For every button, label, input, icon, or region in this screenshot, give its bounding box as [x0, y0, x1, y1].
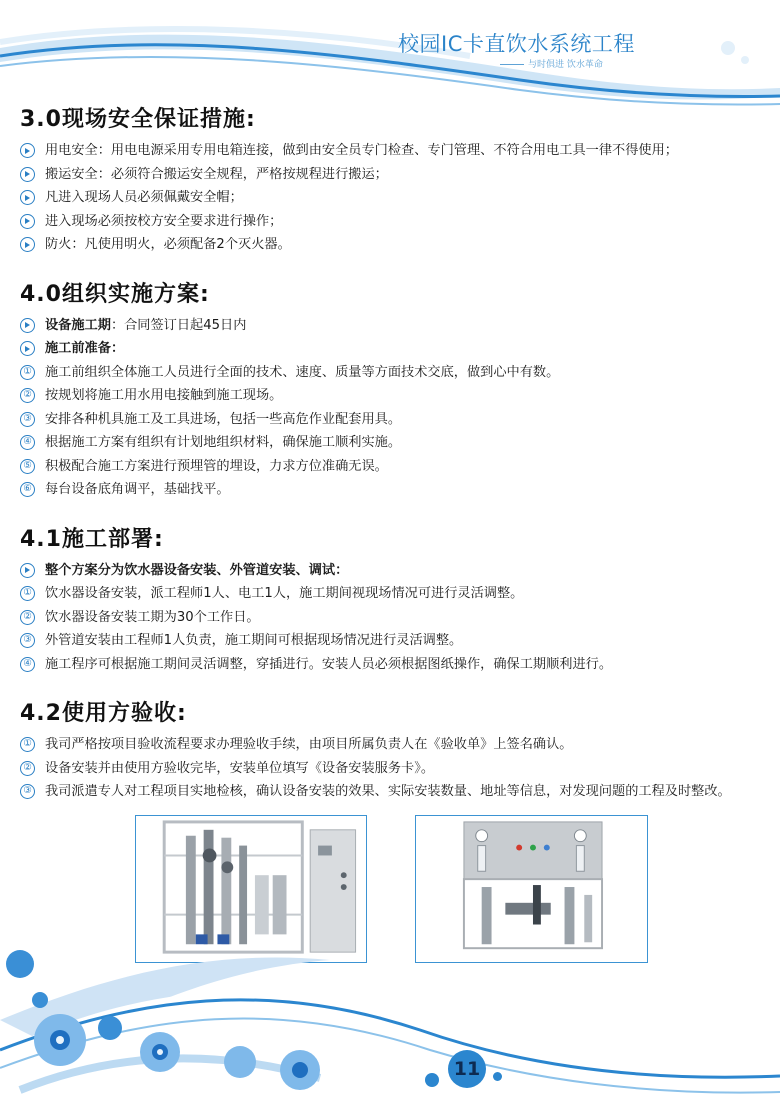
number-bullet-icon: ②	[20, 388, 35, 403]
decorative-dot	[493, 1072, 502, 1081]
number-bullet-icon: ④	[20, 657, 35, 672]
list-item	[20, 384, 750, 408]
item-text: 用电安全：用电电源采用专用电箱连接，做到由安全员专门检查、专门管理、不符合用电工具一律不得使用；	[45, 143, 678, 158]
list-item	[20, 733, 750, 757]
item-text: 饮水器设备安装，派工程师1人、电工1人，施工期间视现场情况可进行灵活调整。	[45, 586, 524, 601]
arrow-bullet-icon	[20, 190, 35, 205]
section-safety	[20, 102, 750, 257]
footer-flower-decoration	[0, 900, 780, 1103]
section-title: 3.0现场安全保证措施:	[20, 107, 256, 132]
item-text: ：	[335, 562, 349, 578]
arrow-bullet-icon	[20, 143, 35, 158]
list-item	[20, 186, 750, 210]
number-bullet-icon: ③	[20, 633, 35, 648]
section-deployment	[20, 522, 750, 677]
item-list	[20, 733, 750, 804]
number-bullet-icon: ②	[20, 761, 35, 776]
item-label: 设备施工期	[45, 317, 111, 333]
list-item	[20, 314, 750, 338]
item-text: 设备安装并由使用方验收完毕，安装单位填写《设备安装服务卡》。	[45, 760, 435, 776]
number-bullet-icon: ①	[20, 586, 35, 601]
header-subtitle: 与时俱进 饮水革命	[500, 57, 603, 70]
item-text: 施工前组织全体施工人员进行全面的技术、速度、质量等方面技术交底，做到心中有数。	[45, 364, 560, 380]
item-text: 每台设备底角调平，基础找平。	[45, 482, 230, 497]
list-item	[20, 629, 750, 653]
page-number: 11	[448, 1050, 486, 1088]
arrow-bullet-icon	[20, 563, 35, 578]
list-item	[20, 337, 750, 361]
section-title: 4.2使用方验收:	[20, 701, 187, 726]
item-text: 我司派遣专人对工程项目实地检核，确认设备安装的效果、实际安装数量、地址等信息，对发现问题的工程及时整改。	[45, 784, 731, 799]
list-item	[20, 163, 750, 187]
list-item	[20, 559, 750, 583]
list-item	[20, 233, 750, 257]
number-bullet-icon: ③	[20, 412, 35, 427]
decorative-dot	[425, 1073, 439, 1087]
number-bullet-icon: ①	[20, 365, 35, 380]
number-bullet-icon: ④	[20, 435, 35, 450]
list-item	[20, 653, 750, 677]
item-text: 积极配合施工方案进行预埋管的埋设，力求方位准确无误。	[45, 458, 388, 474]
section-title: 4.0组织实施方案:	[20, 281, 210, 307]
list-item	[20, 606, 750, 630]
item-label: 整个方案分为饮水器设备安装、外管道安装、调试	[45, 562, 336, 578]
item-text: 凡进入现场人员必须佩戴安全帽；	[45, 190, 243, 205]
list-item	[20, 210, 750, 234]
item-list	[20, 314, 750, 502]
item-text: ：	[110, 341, 125, 356]
item-text: 进入现场必须按校方安全要求进行操作；	[45, 213, 283, 229]
item-text: 根据施工方案有组织有计划地组织材料，确保施工顺利实施。	[45, 435, 402, 450]
item-text: 外管道安装由工程师1人负责，施工期间可根据现场情况进行灵活调整。	[45, 633, 463, 648]
list-item	[20, 408, 750, 432]
arrow-bullet-icon	[20, 214, 35, 229]
arrow-bullet-icon	[20, 318, 35, 333]
main-content	[20, 102, 750, 824]
item-label: 施工前准备	[45, 341, 111, 356]
arrow-bullet-icon	[20, 167, 35, 182]
arrow-bullet-icon	[20, 341, 35, 356]
section-acceptance	[20, 696, 750, 804]
list-item	[20, 139, 750, 163]
item-list	[20, 559, 750, 677]
number-bullet-icon: ⑥	[20, 482, 35, 497]
item-text: 防火：凡使用明火，必须配备2个灭火器。	[45, 237, 291, 252]
list-item	[20, 780, 750, 804]
list-item	[20, 361, 750, 385]
item-text: 按规划将施工用水用电接触到施工现场。	[45, 388, 283, 403]
list-item	[20, 455, 750, 479]
list-item	[20, 478, 750, 502]
number-bullet-icon: ③	[20, 784, 35, 799]
item-text: 搬运安全：必须符合搬运安全规程，严格按规程进行搬运；	[45, 166, 388, 182]
item-text: 饮水器设备安装工期为30个工作日。	[45, 609, 260, 625]
number-bullet-icon: ②	[20, 610, 35, 625]
section-implementation	[20, 277, 750, 502]
item-text: 安排各种机具施工及工具进场，包括一些高危作业配套用具。	[45, 411, 402, 427]
header-title: 校园IC卡直饮水系统工程	[398, 32, 635, 56]
item-text: 施工程序可根据施工期间灵活调整，穿插进行。安装人员必须根据图纸操作，确保工期顺利进行。	[45, 656, 613, 672]
number-bullet-icon: ⑤	[20, 459, 35, 474]
item-list	[20, 139, 750, 257]
list-item	[20, 757, 750, 781]
item-text: ：合同签订日起45日内	[110, 317, 247, 333]
list-item	[20, 431, 750, 455]
arrow-bullet-icon	[20, 237, 35, 252]
list-item	[20, 582, 750, 606]
number-bullet-icon: ①	[20, 737, 35, 752]
section-title: 4.1施工部署:	[20, 526, 164, 552]
item-text: 我司严格按项目验收流程要求办理验收手续，由项目所属负责人在《验收单》上签名确认。	[45, 737, 573, 752]
